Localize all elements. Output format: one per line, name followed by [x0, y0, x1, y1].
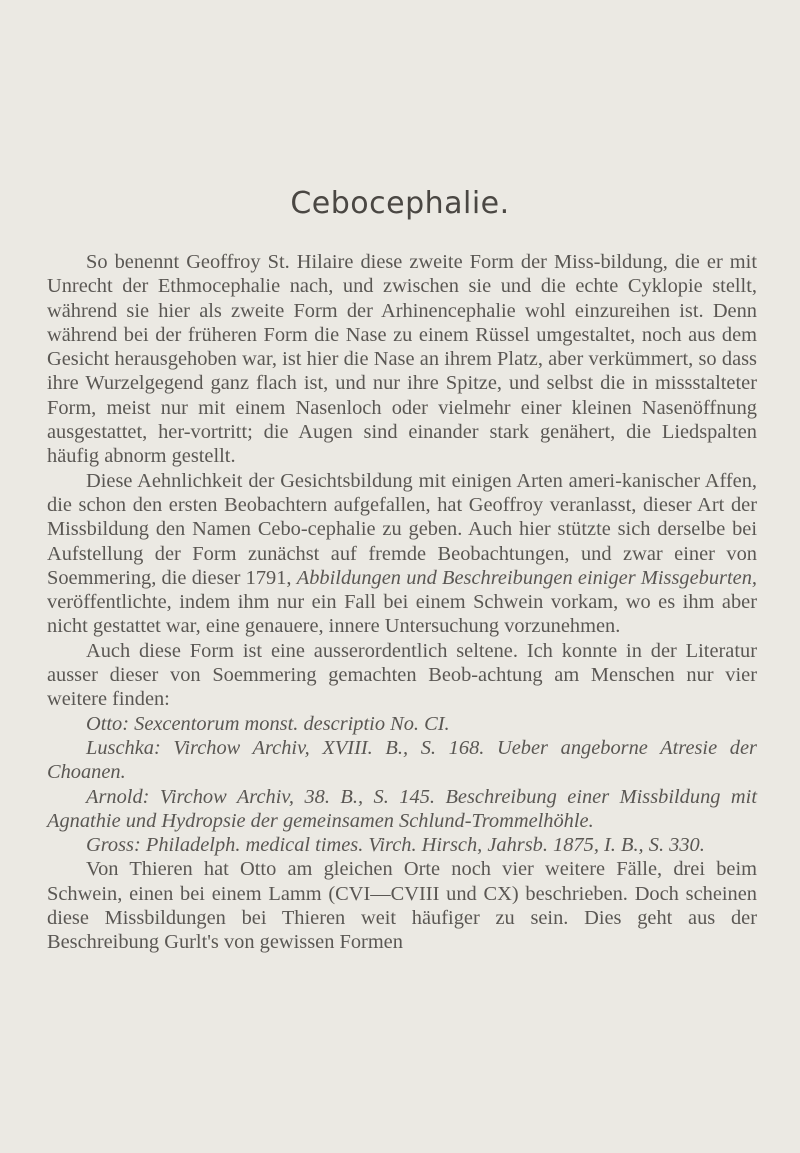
citation-arnold: Arnold: Virchow Archiv, 38. B., S. 145. Beschreibung einer Missbildung mit Agnathie und Hydropsie der gemeinsamen Schlund-Trommelhöhle.: [47, 785, 757, 832]
paragraph-1: So benennt Geoffroy St. Hilaire diese zweite Form der Miss-bildung, die er mit Unrecht der Ethmocephalie nach, und zwischen sie und die echte Cyklopie stellt, während sie hier als zweite Form der Arhinencephalie wohl einzureihen ist. Denn während bei der früheren Form die Nase zu einem Rüssel umgestaltet, noch aus dem Gesicht herausgehoben war, ist hier die Nase an ihrem Platz, aber verkümmert, so dass ihre Wurzelgegend ganz flach ist, und nur ihre Spitze, und selbst die in missstalteter Form, meist nur mit einem Nasenloch oder vielmehr einer kleinen Nasenöffnung ausgestattet, her-vortritt; die Augen sind einander stark genähert, die Liedspalten häufig abnorm gestellt.: [47, 251, 757, 468]
paragraph-3: Auch diese Form ist eine ausserordentlich seltene. Ich konnte in der Literatur ausser dieser von Soemmering gemachten Beob-achtung am Menschen nur vier weitere finden:: [47, 639, 757, 711]
paragraph-2: [47, 469, 757, 639]
paragraph-4: Von Thieren hat Otto am gleichen Orte noch vier weitere Fälle, drei beim Schwein, einen bei einem Lamm (CVI—CVIII und CX) beschrieben. Doch scheinen diese Missbildungen bei Thieren weit häufiger zu sein. Dies geht aus der Beschreibung Gurlt's von gewissen Formen: [47, 858, 757, 954]
page-title: Cebocephalie.: [290, 186, 510, 221]
book-title-reference: Abbildungen und Beschreibungen einiger Missgeburten,: [296, 566, 757, 589]
body-text: [47, 250, 757, 955]
citation-luschka: Luschka: Virchow Archiv, XVIII. B., S. 168. Ueber angeborne Atresie der Choanen.: [47, 736, 757, 784]
citation-otto: Otto: Sexcentorum monst. descriptio No. CI.: [86, 712, 450, 735]
paragraph-2-text-before: Diese Aehnlichkeit der Gesichtsbildung mit einigen Arten ameri-kanischer Affen, die schon den ersten Beobachtern aufgefallen, hat Geoffroy veranlasst, dieser Art der Missbildung den Namen Cebo-cephalie zu geben. Auch hier stützte sich derselbe bei Aufstellung der Form zunächst auf fremde Beobachtungen, und zwar einer von Soemmering, die dieser 1791,: [47, 469, 757, 589]
citation-gross: Gross: Philadelph. medical times. Virch. Hirsch, Jahrsb. 1875, I. B., S. 330.: [86, 834, 705, 857]
paragraph-2-text-after: veröffentlichte, indem ihm nur ein Fall bei einem Schwein vorkam, wo es ihm aber nicht gestattet war, eine genauere, innere Untersuchung vorzunehmen.: [47, 591, 757, 638]
